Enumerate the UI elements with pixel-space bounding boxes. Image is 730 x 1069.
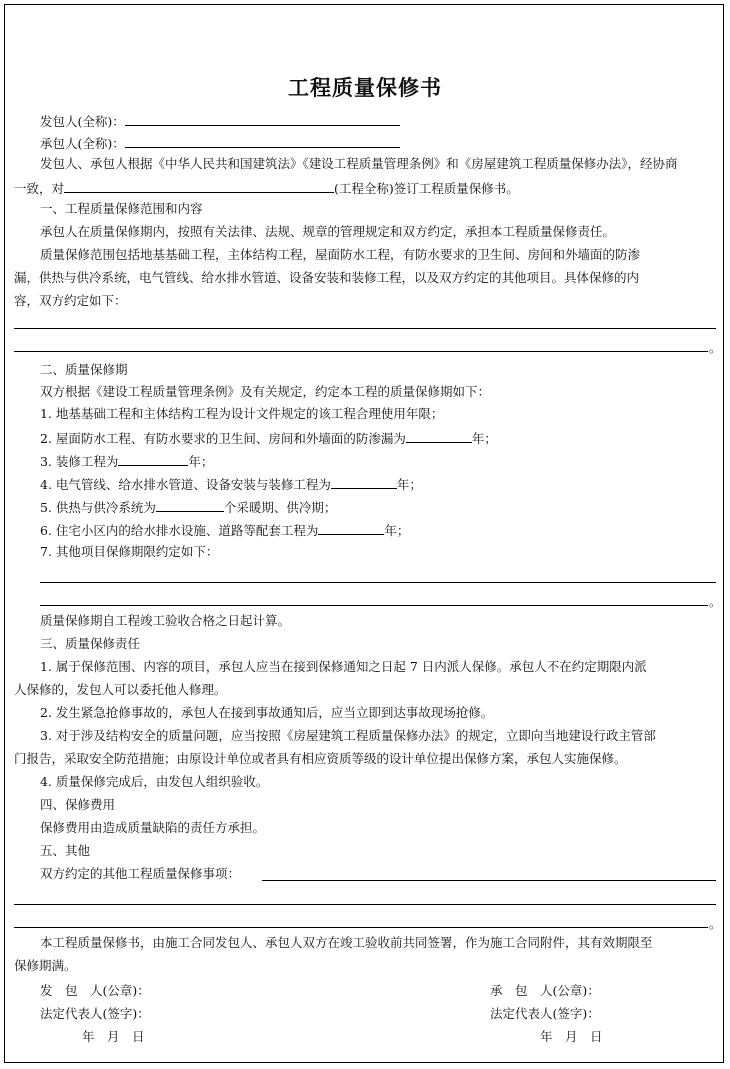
section3-item2: 2. 发生紧急抢修事故的，承包人在接到事故通知后，应当立即到达事故现场抢修。 bbox=[40, 705, 494, 720]
closing-line-1: 本工程质量保修书，由施工合同发包人、承包人双方在竣工验收前共同签署，作为施工合同附件，其有效期限至 bbox=[40, 935, 653, 950]
section2-item3 bbox=[40, 452, 213, 470]
section2-item5 bbox=[40, 498, 336, 516]
section1-p2-line3: 容，双方约定如下： bbox=[14, 293, 127, 308]
contractor-date-label: 年 月 日 bbox=[540, 1029, 603, 1044]
item5-unit: 个采暖期、供冷期； bbox=[223, 500, 337, 515]
section2-fill-line-1[interactable] bbox=[40, 582, 716, 583]
intro-suffix: (工程全称)签订工程质量保修书。 bbox=[334, 181, 519, 196]
section2-item4 bbox=[40, 475, 422, 493]
section5-period: 。 bbox=[709, 917, 722, 931]
project-name-blank[interactable] bbox=[64, 179, 334, 193]
item2-text: 2. 屋面防水工程、有防水要求的卫生间、房间和外墙面的防渗漏为 bbox=[40, 431, 406, 446]
intro-line-2 bbox=[14, 179, 519, 197]
employer-line bbox=[40, 112, 400, 130]
section1-p2-line1: 质量保修范围包括地基基础工程，主体结构工程，屋面防水工程，有防水要求的卫生间、房间和外墙面的防渗 bbox=[40, 247, 641, 262]
heating-periods-blank[interactable] bbox=[156, 498, 224, 512]
contractor-blank[interactable] bbox=[125, 134, 400, 148]
section3-item1-line1: 1. 属于保修范围、内容的项目，承包人应当在接到保修通知之日起 7 日内派人保修。承包人不在约定期限内派 bbox=[40, 659, 647, 674]
section3-heading: 三、质量保修责任 bbox=[40, 636, 141, 651]
contractor-line bbox=[40, 134, 400, 152]
section2-item6 bbox=[40, 521, 409, 539]
item5-text: 5. 供热与供冷系统为 bbox=[40, 500, 156, 515]
section2-item2 bbox=[40, 429, 497, 447]
section5-fill-line-1[interactable] bbox=[14, 904, 716, 905]
employer-label: 发包人(全称)： bbox=[40, 114, 125, 129]
section5-heading: 五、其他 bbox=[40, 843, 91, 858]
contractor-legal-rep-label: 法定代表人(签字)： bbox=[490, 1006, 600, 1021]
item3-text: 3. 装修工程为 bbox=[40, 454, 119, 469]
section2-heading: 二、质量保修期 bbox=[40, 362, 128, 377]
contractor-label: 承包人(全称)： bbox=[40, 136, 125, 151]
section3-item3-line1: 3. 对于涉及结构安全的质量问题，应当按照《房屋建筑工程质量保修办法》的规定，立即向当地建设行政主管部 bbox=[40, 728, 656, 743]
closing-line-2: 保修期满。 bbox=[14, 958, 77, 973]
section2-item7: 7. 其他项目保修期限约定如下： bbox=[40, 544, 219, 559]
item4-unit: 年； bbox=[396, 477, 422, 492]
item3-unit: 年； bbox=[188, 454, 214, 469]
contractor-seal-label: 承 包 人(公章)： bbox=[490, 983, 600, 998]
intro-prefix: 一致，对 bbox=[14, 181, 65, 196]
section3-item1-line2: 人保修的，发包人可以委托他人修理。 bbox=[14, 682, 227, 697]
section1-heading: 一、工程质量保修范围和内容 bbox=[40, 201, 203, 216]
section1-p1: 承包人在质量保修期内，按照有关法律、法规、规章的管理规定和双方约定，承担本工程质量保修责任。 bbox=[40, 224, 616, 239]
section5-fill-line-2[interactable] bbox=[14, 927, 708, 928]
employer-date-label: 年 月 日 bbox=[82, 1029, 145, 1044]
item4-text: 4. 电气管线、给水排水管道、设备安装与装修工程为 bbox=[40, 477, 331, 492]
employer-legal-rep-label: 法定代表人(签字)： bbox=[40, 1006, 150, 1021]
item6-text: 6. 住宅小区内的给水排水设施、道路等配套工程为 bbox=[40, 523, 319, 538]
section4-heading: 四、保修费用 bbox=[40, 797, 116, 812]
electrical-years-blank[interactable] bbox=[331, 475, 397, 489]
section1-fill-line-2[interactable] bbox=[14, 351, 708, 352]
section1-p2-line2: 漏，供热与供冷系统，电气管线、给水排水管道、设备安装和装修工程，以及双方约定的其他项目。具体保修的内 bbox=[14, 270, 640, 285]
section5-fill-line-0[interactable] bbox=[262, 880, 716, 881]
section1-fill-line-1[interactable] bbox=[14, 328, 716, 329]
section2-intro: 双方根据《建设工程质量管理条例》及有关规定，约定本工程的质量保修期如下： bbox=[40, 384, 491, 399]
document-title: 工程质量保修书 bbox=[288, 76, 442, 100]
section1-period: 。 bbox=[709, 341, 722, 355]
section2-note: 质量保修期自工程竣工验收合格之日起计算。 bbox=[40, 613, 291, 628]
employer-seal-label: 发 包 人(公章)： bbox=[40, 983, 150, 998]
intro-line-1: 发包人、承包人根据《中华人民共和国建筑法》《建设工程质量管理条例》和《房屋建筑工程质量保修办法》，经协商 bbox=[40, 156, 678, 171]
section2-period: 。 bbox=[709, 595, 722, 609]
section4-text: 保修费用由造成质量缺陷的责任方承担。 bbox=[40, 820, 266, 835]
item6-unit: 年； bbox=[384, 523, 410, 538]
employer-blank[interactable] bbox=[125, 112, 400, 126]
section2-item1: 1. 地基基础工程和主体结构工程为设计文件规定的该工程合理使用年限； bbox=[40, 406, 444, 421]
item2-unit: 年； bbox=[471, 431, 497, 446]
decoration-years-blank[interactable] bbox=[118, 452, 188, 466]
roof-years-blank[interactable] bbox=[406, 429, 472, 443]
section2-fill-line-2[interactable] bbox=[40, 605, 708, 606]
section3-item3-line2: 门报告，采取安全防范措施；由原设计单位或者具有相应资质等级的设计单位提出保修方案，承包人实施保修。 bbox=[14, 751, 627, 766]
section3-item4: 4. 质量保修完成后，由发包人组织验收。 bbox=[40, 774, 269, 789]
facilities-years-blank[interactable] bbox=[318, 521, 384, 535]
section5-text: 双方约定的其他工程质量保修事项： bbox=[40, 866, 241, 881]
